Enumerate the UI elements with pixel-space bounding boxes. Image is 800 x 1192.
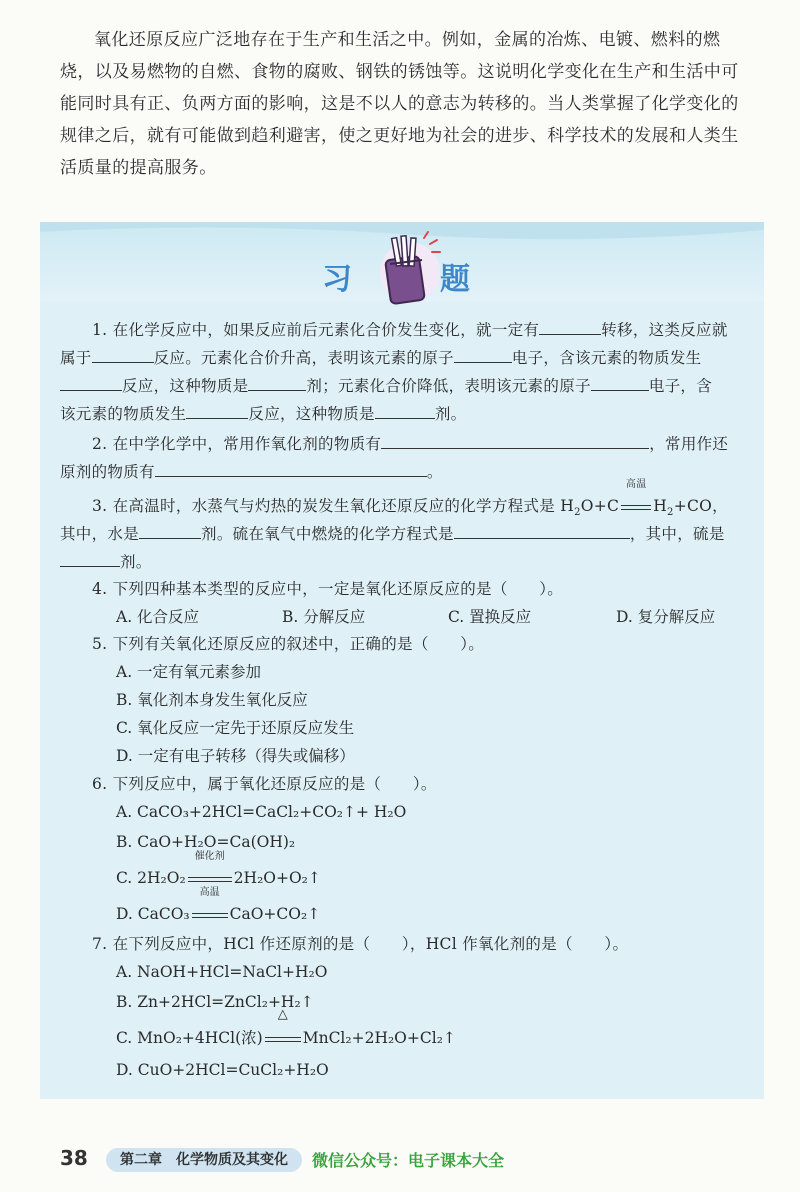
q6-option-b: B. CaO+H₂O=Ca(OH)₂ bbox=[116, 833, 296, 851]
q4-option-c: C. 置换反应 bbox=[448, 608, 532, 626]
q1-line3: 反应，这种物质是 剂；元素化合价降低，表明该元素的原子 电子，含 bbox=[60, 372, 712, 401]
intro-paragraph: 氧化还原反应广泛地存在于生产和生活之中。例如，金属的冶炼、电镀、燃料的燃烧，以及易燃物的自燃、食物的腐败、钢铁的锈蚀等。这说明化学变化在生产和生活中可能同时具有正、负两方面的影响，这是不以人的意志为转移的。当人类掌握了化学变化的规律之后，就有可能做到趋利避害，使之更好地为社会的进步、科学技术的发展和人类生活质量的提高服务。 bbox=[60, 30, 739, 178]
q6-option-a: A. CaCO₃+2HCl=CaCl₂+CO₂↑+ H₂O bbox=[116, 803, 407, 821]
q4-option-b: B. 分解反应 bbox=[282, 608, 366, 626]
q5-option-b: B. 氧化剂本身发生氧化反应 bbox=[116, 691, 308, 709]
q7-option-a: A. NaOH+HCl=NaCl+H₂O bbox=[116, 963, 328, 981]
q7-stem: 7. 在下列反应中，HCl 作还原剂的是（ ），HCl 作氧化剂的是（ ）。 bbox=[92, 935, 629, 953]
watermark-text: 微信公众号：电子课本大全 bbox=[312, 1151, 505, 1170]
q5-stem: 5. 下列有关氧化还原反应的叙述中，正确的是（ ）。 bbox=[92, 635, 485, 653]
q5-option-c: C. 氧化反应一定先于还原反应发生 bbox=[116, 719, 355, 737]
exercise-title-left: 习 bbox=[322, 262, 354, 297]
q7-option-d: D. CuO+2HCl=CuCl₂+H₂O bbox=[116, 1061, 329, 1079]
q4-stem: 4. 下列四种基本类型的反应中，一定是氧化还原反应的是（ ）。 bbox=[92, 580, 564, 598]
page-number: 38 bbox=[60, 1146, 88, 1170]
q6-option-d: D. CaCO₃ 高温 CaO+CO₂↑ bbox=[116, 887, 321, 923]
pen-holder-icon bbox=[366, 230, 446, 310]
q5-option-d: D. 一定有电子转移（得失或偏移） bbox=[116, 747, 355, 765]
q1-line2: 属于 反应。元素化合价升高，表明该元素的原子 电子，含该元素的物质发生 bbox=[60, 344, 701, 373]
q4-option-a: A. 化合反应 bbox=[116, 608, 200, 626]
q4-option-d: D. 复分解反应 bbox=[616, 608, 716, 626]
q3-line1: 3. 在高温时，水蒸气与灼热的炭发生氧化还原反应的化学方程式是 $H_2O+C$ 高温 $H_2+CO$， bbox=[92, 492, 728, 528]
q3-line3: 剂。 bbox=[60, 548, 152, 577]
q7-option-c: C. MnO₂+4HCl(浓) △ MnCl₂+2H₂O+Cl₂↑ bbox=[116, 1007, 456, 1047]
exercise-header bbox=[40, 222, 764, 302]
q1-line1: 1. 在化学反应中，如果反应前后元素化合价发生变化，就一定有 转移，这类反应就 bbox=[92, 316, 728, 345]
exercise-section bbox=[40, 222, 764, 1099]
q1-line4: 该元素的物质发生 反应，这种物质是 剂。 bbox=[60, 400, 466, 429]
q3-line2: 其中，水是 剂。硫在氧气中燃烧的化学方程式是 ，其中，硫是 bbox=[60, 520, 725, 549]
q2-line2: 原剂的物质有 。 bbox=[60, 458, 443, 487]
exercise-title-right: 题 bbox=[440, 262, 472, 297]
q5-option-a: A. 一定有氧元素参加 bbox=[116, 663, 262, 681]
page-footer bbox=[40, 1144, 764, 1176]
q3-condition: 高温 bbox=[619, 492, 653, 521]
q6-option-c: C. 2H₂O₂ 催化剂 2H₂O+O₂↑ bbox=[116, 851, 321, 887]
chapter-label: 第二章 化学物质及其变化 bbox=[106, 1148, 302, 1172]
q2-line1: 2. 在中学化学中，常用作氧化剂的物质有 ，常用作还 bbox=[92, 430, 728, 459]
q6-stem: 6. 下列反应中，属于氧化还原反应的是（ ）。 bbox=[92, 775, 437, 793]
q7-option-b: B. Zn+2HCl=ZnCl₂+H₂↑ bbox=[116, 993, 314, 1011]
